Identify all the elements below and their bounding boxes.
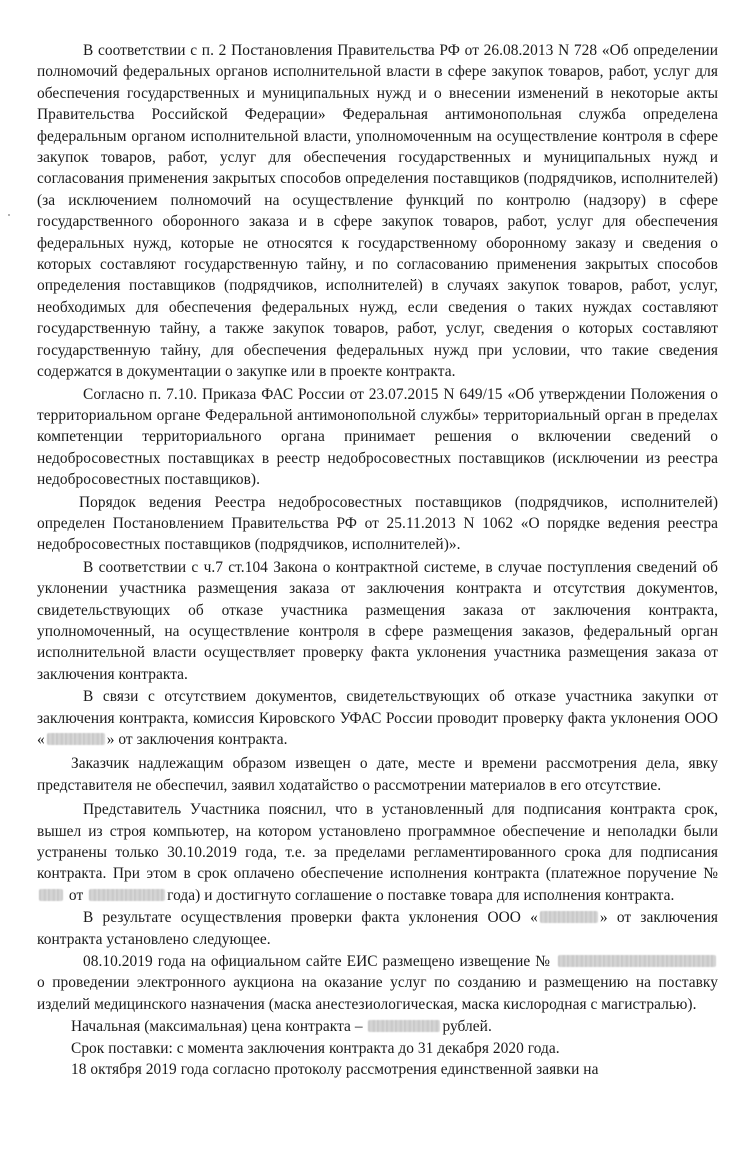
paragraph-commission-check-tail: » от заключения контракта. — [106, 731, 288, 748]
scan-speck — [8, 214, 10, 216]
paragraph-eis-notice-tail: о проведении электронного аукциона на оказание услуг по созданию и размещению на поставку изделий медицинского назначения (маска анестезиологическая, маска кислородная с магистралью). — [37, 974, 718, 1013]
paragraph-participant-from: от — [68, 886, 84, 904]
paragraph-participant-text: Представитель Участника пояснил, что в установленный для подписания контракта срок, вышел из строя компьютер, на котором установлено программное обеспечение и неполадки были устранены только 30.10.2019 года, т.е. за пределами регламентированного срока для подписания контракта. При этом в срок оплачено обеспечение исполнения контракта (платежное поручение № — [37, 801, 718, 883]
paragraph-check-result-tail: » от заключения контракта установлено следующее. — [37, 909, 718, 948]
redacted-notice-number — [558, 955, 716, 967]
redacted-company-name-2 — [540, 911, 598, 923]
paragraph-eis-notice-text: 08.10.2019 года на официальном сайте ЕИС размещено извещение № — [83, 953, 552, 971]
redacted-payment-number — [39, 889, 63, 901]
paragraph-initial-price-unit: рублей. — [442, 1018, 492, 1036]
paragraph-authority-fas: В соответствии с п. 2 Постановления Правительства РФ от 26.08.2013 N 728 «Об определении полномочий федеральных органов исполнительной власти в сфере закупок товаров, работ, услуг для обеспечения государственных и муниципальных нужд и о внесении изменений в некоторые акты Правительства Российской Федерации» Федеральная антимонопольная служба определена федеральным органом исполнительной власти, уполномоченным на осуществление контроля в сфере закупок товаров, работ, услуг для обеспечения государственных и муниципальных нужд и согласования применения закрытых способов определения поставщиков (подрядчиков, исполнителей) (за исключением полномочий на осуществление функций по контролю (надзору) в сфере государственного оборонного заказа и в сфере закупок товаров, работ, услуг для обеспечения федеральных нужд, которые не относятся к государственному оборонному заказу и сведения о которых составляют государственную тайну, и по согласованию применения закрытых способов определения поставщиков (подрядчиков, исполнителей) в случаях закупок товаров, работ, услуг, необходимых для обеспечения федеральных нужд, если сведения о таких нуждах составляют государственную тайну, а также закупок товаров, работ, услуг, сведения о которых составляют государственную тайну, для обеспечения федеральных нужд при условии, что такие сведения содержатся в документации о закупке или в проекте контракта. — [37, 42, 718, 381]
paragraph-delivery-term: Срок поставки: с момента заключения контракта до 31 декабря 2020 года. — [71, 1039, 560, 1057]
paragraph-participant-explanation — [37, 799, 718, 906]
paragraph-protocol-start: 18 октября 2019 года согласно протоколу рассмотрения единственной заявки на — [71, 1061, 599, 1079]
paragraph-law-104: В соответствии с ч.7 ст.104 Закона о контрактной системе, в случае поступления сведений об уклонении участника размещения заказа от заключения контракта и отсутствия документов, свидетельствующих об отказе участника размещения заказа от заключения контракта, уполномоченный, на осуществление контроля в сфере размещения заказов, федеральный орган исполнительной власти осуществляет проверку факта уклонения участника размещения заказа от заключения контракта. — [37, 558, 718, 683]
paragraph-initial-price — [37, 1016, 718, 1037]
paragraph-eis-notice — [37, 951, 718, 1015]
paragraph-initial-price-text: Начальная (максимальная) цена контракта – — [71, 1018, 363, 1036]
redacted-price — [368, 1020, 440, 1032]
paragraph-participant-tail: года) и достигнуто соглашение о поставке товара для исполнения контракта. — [167, 886, 675, 904]
paragraph-territorial-organ: Согласно п. 7.10. Приказа ФАС России от 23.07.2015 N 649/15 «Об утверждении Положения о территориальном органе Федеральной антимонопольной службы» территориальный орган в пределах компетенции территориального органа принимает решения о включении сведений о недобросовестных поставщиках в реестр недобросовестных поставщиков (исключении из реестра недобросовестных поставщиков). — [37, 385, 718, 489]
paragraph-commission-check-text: В связи с отсутствием документов, свидетельствующих об отказе участника закупки от заключения контракта, комиссия Кировского УФАС России проводит проверку факта уклонения ООО « — [37, 688, 718, 748]
redacted-company-name — [47, 733, 105, 745]
paragraph-check-result-text: В результате осуществления проверки факта уклонения ООО « — [83, 909, 538, 927]
paragraph-check-result — [37, 907, 718, 950]
paragraph-commission-check — [37, 686, 718, 750]
paragraph-registry-procedure: Порядок ведения Реестра недобросовестных поставщиков (подрядчиков, исполнителей) определен Постановлением Правительства РФ от 25.11.2013 N 1062 «О порядке ведения реестра недобросовестных поставщиков (подрядчиков, исполнителей)». — [37, 493, 718, 554]
paragraph-customer-notified: Заказчик надлежащим образом извещен о дате, месте и времени рассмотрения дела, явку представителя не обеспечил, заявил ходатайство о рассмотрении материалов в его отсутствие. — [37, 755, 718, 794]
redacted-payment-date — [89, 889, 165, 901]
